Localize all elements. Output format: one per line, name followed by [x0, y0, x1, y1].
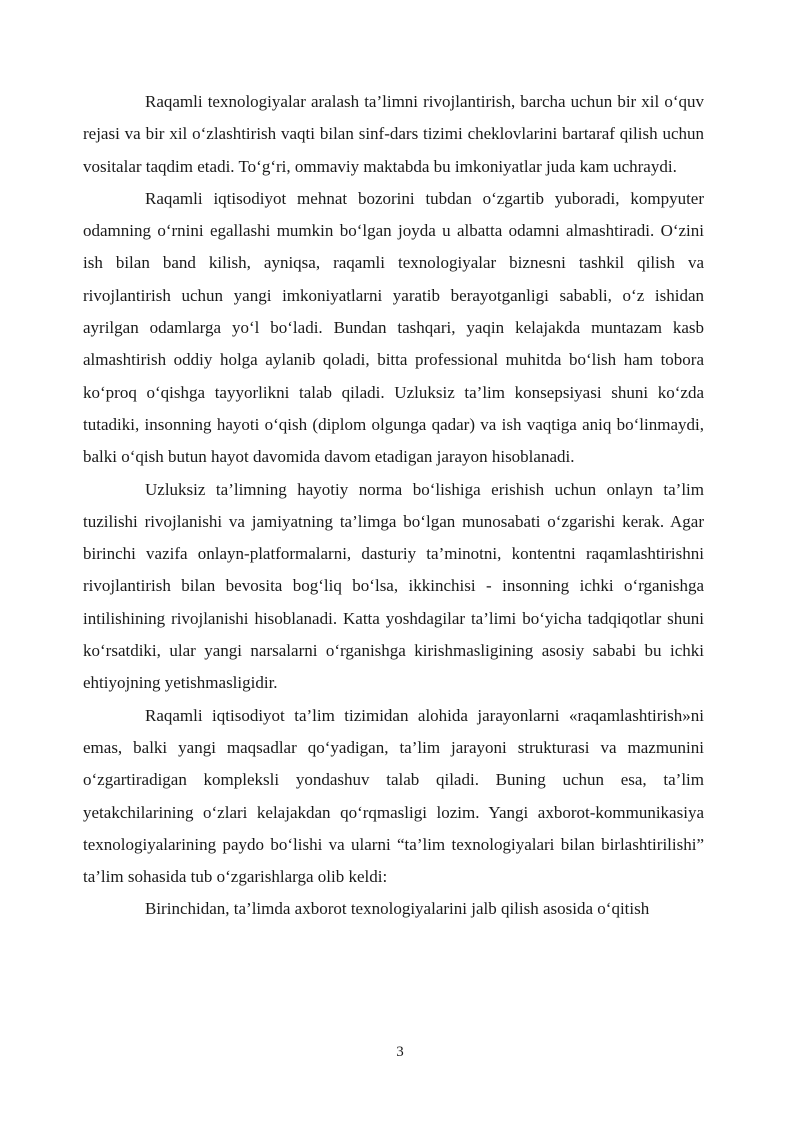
paragraph-labor-market: Raqamli iqtisodiyot mehnat bozorini tubdan o‘zgartib yuboradi, kompyuter odamning o‘rnini egallashi mumkin bo‘lgan joyda u albatta odamni almashtiradi. O‘zini ish bilan band kilish, ayniqsa, raqamli texnologiyalar biznesni tashkil qilish va rivojlantirish uchun yangi imkoniyatlarni yaratib berayotganligi sababli, o‘z ishidan ayrilgan odamlarga yo‘l bo‘ladi. Bundan tashqari, yaqin kelajakda muntazam kasb almashtirish oddiy holga aylanib qoladi, bitta professional muhitda bo‘lish ham tobora ko‘proq o‘qishga tayyorlikni talab qiladi. Uzluksiz ta’lim konsepsiyasi shuni ko‘zda tutadiki, insonning hayoti o‘qish (diplom olgunga qadar) va ish vaqtiga aniq bo‘linmaydi, balki o‘qish butun hayot davomida davom etadigan jarayon hisoblanadi. — [83, 188, 704, 467]
paragraph-lifelong-learning: Uzluksiz ta’limning hayotiy norma bo‘lishiga erishish uchun onlayn ta’lim tuzilishi rivojlanishi va jamiyatning ta’limga bo‘lgan munosabati o‘zgarishi kerak. Agar birinchi vazifa onlayn-platformalarni, dasturiy ta’minotni, kontentni raqamlashtirishni rivojlantirish bilan bevosita bog‘liq bo‘lsa, ikkinchisi - insonning ichki o‘rganishga intilishining rivojlanishi hisoblanadi. Katta yoshdagilar ta’limi bo‘yicha tadqiqotlar shuni ko‘rsatdiki, ular yangi narsalarni o‘rganishga kirishmasligining asosiy sababi bu ichki ehtiyojning yetishmasligidir. — [83, 479, 704, 693]
paragraph-digital-economy: Raqamli iqtisodiyot ta’lim tizimidan alohida jarayonlarni «raqamlashtirish»ni emas, balki yangi maqsadlar qo‘yadigan, ta’lim jarayoni strukturasi va mazmunini o‘zgartiradigan kompleksli yondashuv talab qiladi. Buning uchun esa, ta’lim yetakchilarining o‘zlari kelajakdan qo‘rqmasligi lozim. Yangi axborot-kommunikasiya texnologiyalarining paydo bo‘lishi va ularni “ta’lim texnologiyalari bilan birlashtirilishi” ta’lim sohasida tub o‘zgarishlarga olib keldi: — [83, 705, 704, 887]
paragraph-blended-learning: Raqamli texnologiyalar aralash ta’limni rivojlantirish, barcha uchun bir xil o‘quv rejasi va bir xil o‘zlashtirish vaqti bilan sinf-dars tizimi cheklovlarini bartaraf qilish uchun vositalar taqdim etadi. To‘g‘ri, ommaviy maktabda bu imkoniyatlar juda kam uchraydi. — [83, 92, 704, 176]
body-text — [83, 86, 704, 926]
page-number: 3 — [396, 1044, 404, 1060]
paragraph-firstly: Birinchidan, ta’limda axborot texnologiyalarini jalb qilish asosida o‘qitish — [145, 899, 650, 919]
